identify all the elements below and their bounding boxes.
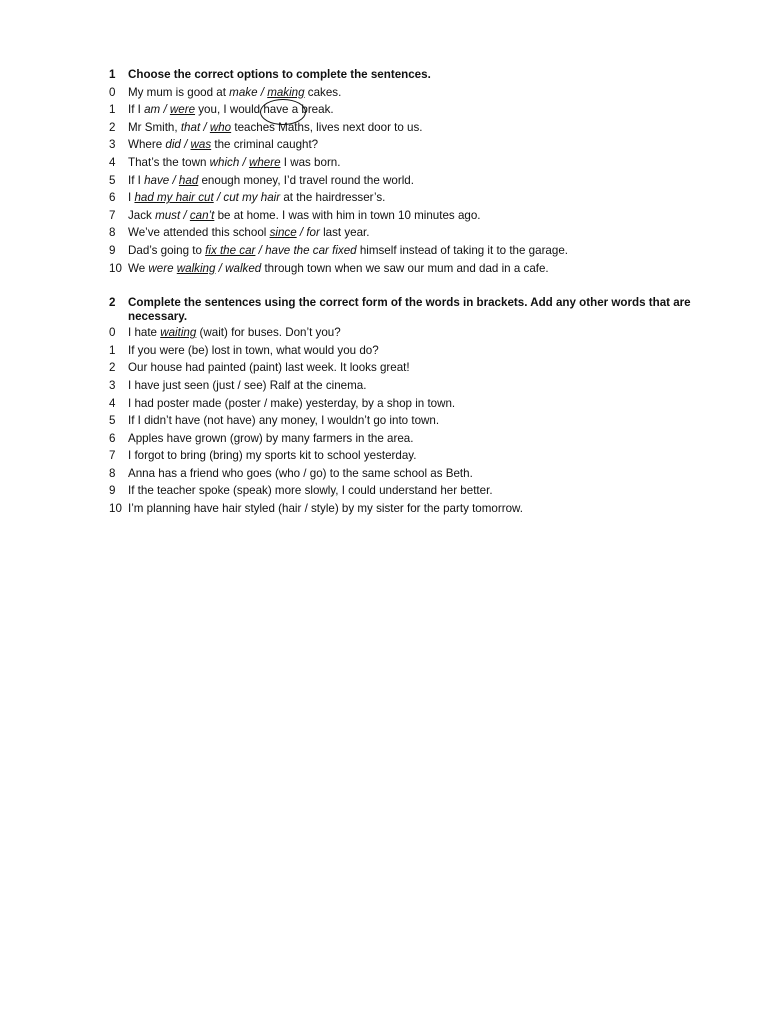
underlined-answer: who [209, 120, 232, 134]
text-segment: Jack [128, 208, 156, 222]
circled-phrase: have a [263, 103, 298, 116]
sentence-text [128, 342, 734, 360]
item-number: 6 [109, 431, 116, 445]
text-segment: / [180, 138, 191, 152]
sentence-text [128, 465, 734, 483]
text-segment: Dad’s going to [128, 243, 206, 257]
item-number: 8 [109, 466, 116, 480]
sentence-row [109, 324, 734, 342]
text-segment: Where [128, 138, 166, 152]
exercise-number: 2 [109, 296, 116, 310]
sentence-row [109, 119, 734, 137]
text-segment: you, I would [195, 103, 264, 117]
sentence-text [128, 377, 734, 395]
exercise-instruction: Complete the sentences using the correct form of the words in brackets. Add any other words that are necessary. [128, 296, 691, 324]
sentence-row [109, 447, 734, 465]
exercise-1-heading [109, 66, 734, 84]
item-number: 2 [109, 361, 116, 375]
sentence-row [109, 260, 734, 278]
text-segment: the criminal caught? [211, 138, 319, 152]
exercise-2-items [109, 324, 734, 518]
text-segment: I [128, 191, 135, 205]
sentence-row [109, 101, 734, 119]
text-segment: enough money, I’d travel round the world. [198, 173, 414, 187]
text-segment: / [257, 85, 268, 99]
text-segment: cut my hair [223, 191, 281, 205]
sentence-text [128, 395, 734, 413]
sentence-text [128, 136, 734, 154]
text-segment: / [239, 155, 249, 169]
text-segment: have the car fixed [265, 243, 357, 257]
underlined-answer: had my hair cut [134, 191, 214, 205]
exercise-instruction: Choose the correct options to complete the sentences. [128, 68, 431, 81]
sentence-text [128, 154, 734, 172]
text-segment: I have just seen (just / see) Ralf at the cinema. [128, 378, 367, 392]
text-segment: If you were (be) lost in town, what would you do? [128, 343, 379, 357]
item-number: 9 [109, 484, 116, 498]
text-segment: Anna has a friend who goes (who / go) to the same school as Beth. [128, 466, 473, 480]
item-number: 7 [109, 208, 116, 222]
sentence-text [128, 447, 734, 465]
item-number: 0 [109, 85, 116, 99]
item-number: 5 [109, 173, 116, 187]
item-number: 3 [109, 138, 116, 152]
sentence-row [109, 242, 734, 260]
exercise-number: 1 [109, 68, 116, 81]
sentence-text [128, 224, 734, 242]
sentence-row [109, 84, 734, 102]
sentence-row [109, 395, 734, 413]
underlined-answer: since [269, 226, 297, 240]
text-segment: / [255, 243, 266, 257]
item-number: 2 [109, 120, 116, 134]
text-segment: / [215, 261, 226, 275]
text-segment: / [180, 208, 190, 222]
sentence-row [109, 172, 734, 190]
text-segment: If I [128, 103, 145, 117]
text-segment: himself instead of taking it to the garage. [356, 243, 568, 257]
text-segment: must [155, 208, 181, 222]
exercise-2 [109, 294, 734, 518]
sentence-row [109, 189, 734, 207]
sentence-text [128, 242, 734, 260]
text-segment: through town when we saw our mum and dad in a cafe. [261, 261, 549, 275]
text-segment: That’s the town [128, 155, 210, 169]
underlined-answer: was [190, 138, 212, 152]
text-segment: teaches Maths, lives next door to us. [231, 120, 423, 134]
underlined-answer: had [178, 173, 199, 187]
sentence-row [109, 359, 734, 377]
text-segment: break. [298, 103, 334, 117]
text-segment: be at home. I was with him in town 10 minutes ago. [214, 208, 481, 222]
text-segment: (wait) for buses. Don’t you? [196, 326, 341, 340]
item-number: 8 [109, 226, 116, 240]
underlined-answer: making [267, 85, 305, 99]
item-number: 4 [109, 396, 116, 410]
text-segment: / [213, 191, 224, 205]
text-segment: last year. [319, 226, 370, 240]
text-segment: / [169, 173, 179, 187]
text-segment: I hate [128, 326, 161, 340]
sentence-text [128, 260, 734, 278]
text-segment: If I didn’t have (not have) any money, I wouldn’t go into town. [128, 414, 440, 428]
sentence-row [109, 224, 734, 242]
sentence-text [128, 119, 734, 137]
text-segment: / [200, 120, 210, 134]
text-segment: I forgot to bring (bring) my sports kit to school yesterday. [128, 449, 417, 463]
text-segment: walked [225, 261, 262, 275]
text-segment: have [144, 173, 170, 187]
sentence-row [109, 207, 734, 225]
text-segment: I’m planning have hair styled (hair / style) by my sister for the party tomorrow. [128, 502, 523, 516]
sentence-text [128, 412, 734, 430]
underlined-answer: were [169, 103, 196, 117]
text-segment: I had poster made (poster / make) yesterday, by a shop in town. [128, 396, 456, 410]
sentence-row [109, 377, 734, 395]
item-number: 7 [109, 449, 116, 463]
underlined-answer: waiting [160, 326, 197, 340]
sentence-row [109, 412, 734, 430]
sentence-text [128, 207, 734, 225]
sentence-row [109, 482, 734, 500]
item-number: 3 [109, 378, 116, 392]
exercise-1 [109, 66, 734, 277]
text-segment: which [209, 155, 240, 169]
underlined-answer: fix the car [205, 243, 256, 257]
worksheet-page [109, 66, 734, 535]
exercise-2-heading [109, 294, 734, 324]
sentence-text [128, 430, 734, 448]
text-segment: I was born. [280, 155, 341, 169]
item-number: 1 [109, 103, 116, 117]
underlined-answer: can’t [189, 208, 215, 222]
item-number: 9 [109, 243, 116, 257]
sentence-row [109, 500, 734, 518]
text-segment: If I [128, 173, 145, 187]
sentence-row [109, 465, 734, 483]
text-segment: We [128, 261, 149, 275]
text-segment: for [306, 226, 320, 240]
sentence-text [128, 359, 734, 377]
sentence-row [109, 430, 734, 448]
text-segment: were [148, 261, 174, 275]
item-number: 10 [109, 502, 122, 516]
sentence-text [128, 189, 734, 207]
item-number: 5 [109, 414, 116, 428]
item-number: 10 [109, 261, 122, 275]
text-segment: did [165, 138, 181, 152]
text-segment: My mum is good at [128, 85, 230, 99]
exercise-1-items [109, 84, 734, 278]
item-number: 1 [109, 343, 116, 357]
text-segment: Our house had painted (paint) last week. It looks great! [128, 361, 410, 375]
text-segment: / [296, 226, 307, 240]
text-segment: We’ve attended this school [128, 226, 270, 240]
text-segment: / [160, 103, 170, 117]
sentence-text [128, 500, 734, 518]
sentence-text [128, 172, 734, 190]
text-segment: Apples have grown (grow) by many farmers in the area. [128, 431, 414, 445]
sentence-text [128, 324, 734, 342]
sentence-row [109, 154, 734, 172]
sentence-text [128, 482, 734, 500]
underlined-answer: where [248, 155, 281, 169]
text-segment: am [144, 103, 161, 117]
sentence-row [109, 136, 734, 154]
item-number: 4 [109, 155, 116, 169]
sentence-row [109, 342, 734, 360]
sentence-text [128, 101, 734, 119]
text-segment: If the teacher spoke (speak) more slowly, I could understand her better. [128, 484, 493, 498]
item-number: 0 [109, 326, 116, 340]
text-segment: at the hairdresser’s. [280, 191, 386, 205]
text-segment: cakes. [304, 85, 342, 99]
sentence-text [128, 84, 734, 102]
item-number: 6 [109, 191, 116, 205]
text-segment: that [180, 120, 201, 134]
text-segment: make [229, 85, 258, 99]
underlined-answer: walking [176, 261, 216, 275]
text-segment: Mr Smith, [128, 120, 181, 134]
